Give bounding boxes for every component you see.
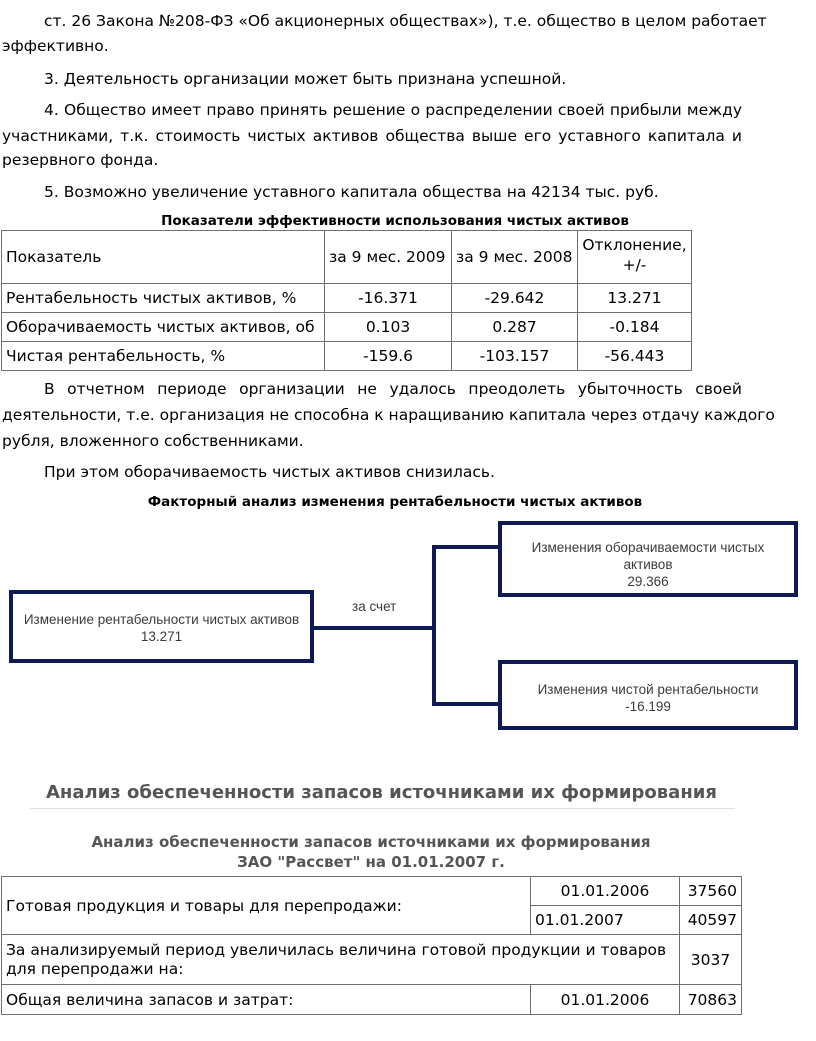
- table-row: [2, 985, 742, 1015]
- box-label: активов: [623, 557, 673, 572]
- row-date: 01.01.2006: [531, 985, 680, 1015]
- row-value: 70863: [680, 985, 742, 1015]
- header-cell-line: Отклонение,: [582, 236, 687, 254]
- section-caption: Анализ обеспеченности запасов источниками их формирования: [91, 833, 651, 851]
- row-value: -0.184: [578, 313, 692, 342]
- connector-label: за счет: [352, 599, 397, 614]
- header-cell: Показатель: [2, 231, 325, 284]
- row-value: 3037: [680, 935, 742, 985]
- header-cell-line: +/-: [622, 256, 647, 274]
- paragraph-line: резервного фонда.: [2, 151, 159, 169]
- box-value: -16.199: [625, 699, 671, 714]
- header-cell: за 9 мес. 2009: [325, 231, 452, 284]
- efficiency-table: [1, 230, 692, 371]
- paragraph-line: рубля, вложенного собственниками.: [2, 432, 304, 450]
- box-value: 29.366: [627, 574, 669, 589]
- row-label-line: За анализируемый период увеличилась величина готовой продукции и товаров: [6, 940, 667, 959]
- paragraph-line: 3. Деятельность организации может быть признана успешной.: [44, 70, 567, 88]
- box-label: Изменения чистой рентабельности: [537, 682, 759, 697]
- paragraph-line: эффективно.: [2, 37, 109, 55]
- row-label: Готовая продукция и товары для перепродажи:: [2, 877, 531, 935]
- paragraph-line: При этом оборачиваемость чистых активов снизилась.: [44, 463, 495, 481]
- section-caption: ЗАО "Рассвет" на 01.01.2007 г.: [237, 853, 505, 871]
- main-factor-box: [9, 590, 314, 663]
- row-label: Оборачиваемость чистых активов, об: [2, 313, 325, 342]
- row-value: 0.287: [452, 313, 578, 342]
- connector-line: [310, 626, 434, 630]
- connector-line: [432, 545, 502, 549]
- section-heading: Анализ обеспеченности запасов источниками их формирования: [46, 782, 717, 803]
- paragraph-line: В отчетном периоде организации не удалось преодолеть убыточность своей: [44, 380, 742, 398]
- table-row: [2, 935, 742, 985]
- factor-diagram: [0, 515, 816, 735]
- diagram-caption: Факторный анализ изменения рентабельности чистых активов: [147, 494, 643, 510]
- table-row: [2, 284, 692, 313]
- row-value: 0.103: [325, 313, 452, 342]
- inventory-table: [1, 876, 742, 1015]
- row-value: 40597: [680, 906, 742, 935]
- paragraph-line: 5. Возможно увеличение уставного капитала общества на 42134 тыс. руб.: [44, 183, 659, 201]
- paragraph-line: деятельности, т.е. организация не способна к наращиванию капитала через отдачу каждого: [2, 406, 775, 424]
- row-date: 01.01.2007: [531, 906, 680, 935]
- header-cell: за 9 мес. 2008: [452, 231, 578, 284]
- row-value: -16.371: [325, 284, 452, 313]
- row-label: Чистая рентабельность, %: [2, 342, 325, 371]
- turnover-factor-box: [498, 521, 798, 597]
- paragraph-line: ст. 26 Закона №208-ФЗ «Об акционерных обществах»), т.е. общество в целом работает: [44, 12, 767, 30]
- row-value: -29.642: [452, 284, 578, 313]
- connector-line: [432, 545, 436, 705]
- paragraph-line: участниками, т.к. стоимость чистых активов общества выше его уставного капитала и: [2, 127, 742, 145]
- row-value: -56.443: [578, 342, 692, 371]
- row-label: Рентабельность чистых активов, %: [2, 284, 325, 313]
- row-value: 13.271: [578, 284, 692, 313]
- row-value: -159.6: [325, 342, 452, 371]
- table-row: [2, 877, 742, 906]
- header-cell: [578, 231, 692, 284]
- box-label: Изменение рентабельности чистых активов: [23, 612, 300, 627]
- row-value: 37560: [680, 877, 742, 906]
- paragraph-line: 4. Общество имеет право принять решение о распределении своей прибыли между: [44, 101, 742, 119]
- box-value: 13.271: [140, 629, 183, 644]
- section-divider: [30, 808, 735, 809]
- row-label-line: для перепродажи на:: [6, 959, 184, 978]
- box-label: Изменения оборачиваемости чистых: [531, 540, 765, 555]
- profitability-factor-box: [498, 660, 798, 730]
- table-row: [2, 342, 692, 371]
- row-label: [2, 935, 680, 985]
- table-header-row: [2, 231, 692, 284]
- row-label: Общая величина запасов и затрат:: [2, 985, 531, 1015]
- table-row: [2, 313, 692, 342]
- row-value: -103.157: [452, 342, 578, 371]
- connector-line: [432, 702, 502, 706]
- table-caption: Показатели эффективности использования чистых активов: [161, 213, 629, 229]
- row-date: 01.01.2006: [531, 877, 680, 906]
